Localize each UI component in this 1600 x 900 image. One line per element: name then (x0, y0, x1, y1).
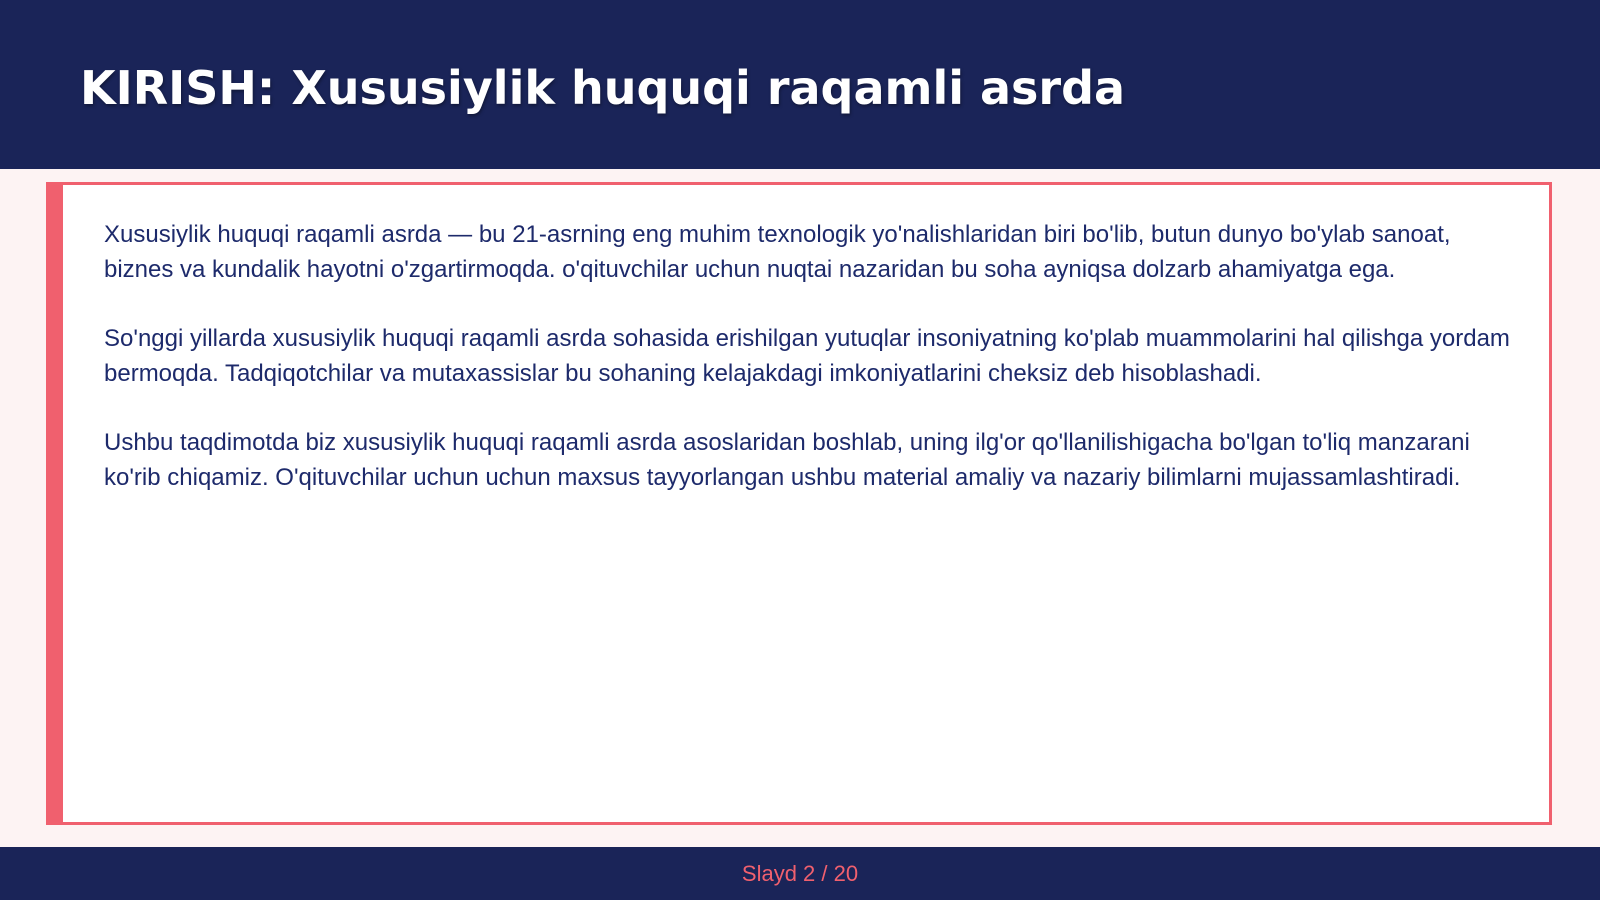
paragraph-intro: Xususiylik huquqi raqamli asrda — bu 21-asrning eng muhim texnologik yo'nalishlaridan biri bo'lib, butun dunyo bo'ylab sanoat, biznes va kundalik hayotni o'zgartirmoqda. o'qituvchilar uchun nuqtai nazaridan bu soha ayniqsa dolzarb ahamiyatga ega. (104, 221, 1451, 283)
paragraph-achievements: So'nggi yillarda xususiylik huquqi raqamli asrda sohasida erishilgan yutuqlar insoniyatning ko'plab muammolarini hal qilishga yordam bermoqda. Tadqiqotchilar va mutaxassislar bu sohaning kelajakdagi imkoniyatlarini cheksiz deb hisoblashadi. (104, 325, 1510, 387)
slide-counter: Slayd 2 / 20 (741, 861, 859, 886)
slide-footer (0, 847, 1600, 900)
paragraph-overview: Ushbu taqdimotda biz xususiylik huquqi raqamli asrda asoslaridan boshlab, uning ilg'or qo'llanilishigacha bo'lgan to'liq manzarani ko'rib chiqamiz. O'qituvchilar uchun uchun maxsus tayyorlangan ushbu material amaliy va nazariy bilimlarni mujassamlashtiradi. (104, 429, 1470, 491)
slide-header (0, 0, 1600, 169)
slide-title: KIRISH: Xususiylik huquqi raqamli asrda (80, 61, 1126, 115)
content-card (46, 182, 1552, 825)
content-body (104, 218, 1514, 530)
